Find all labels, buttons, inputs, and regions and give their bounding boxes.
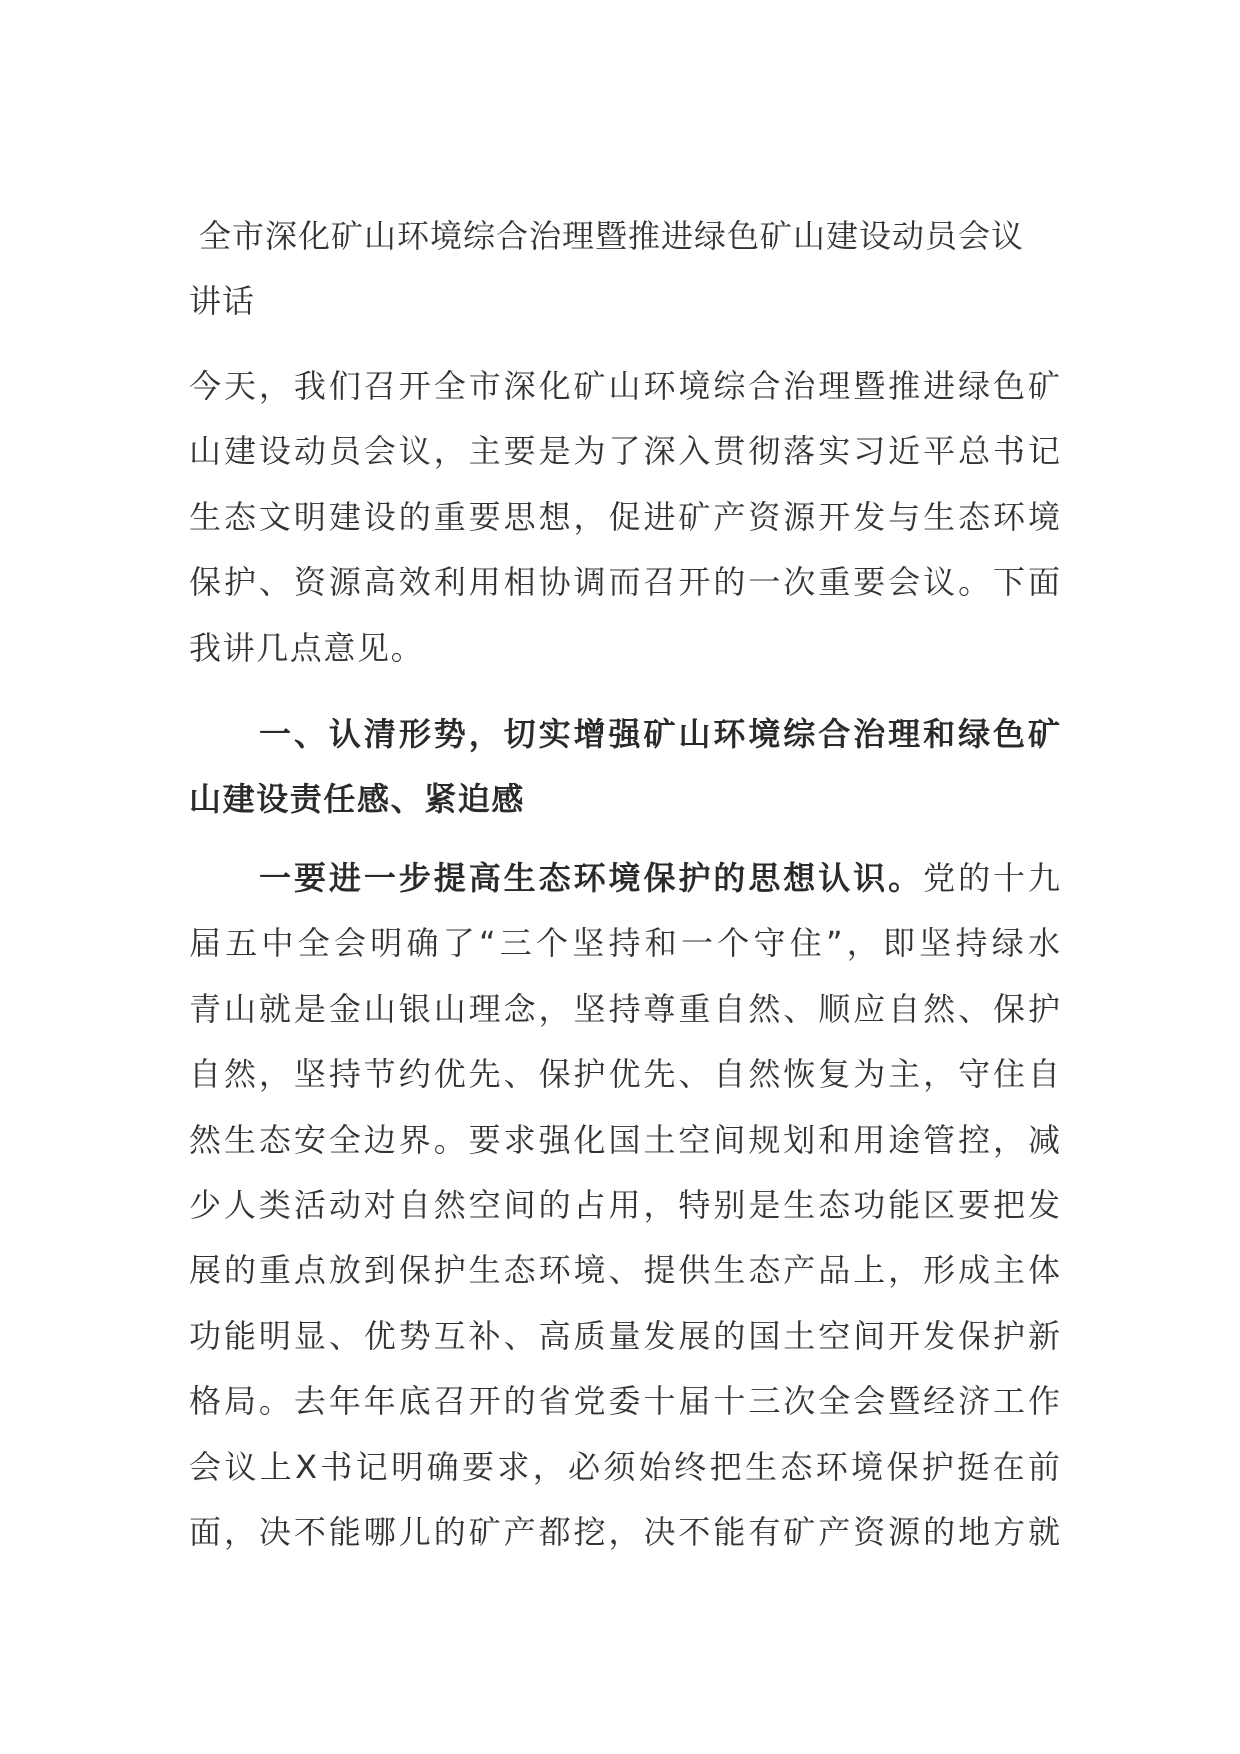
text-line: 青山就是金山银山理念，坚持尊重自然、顺应自然、保护: [189, 989, 1060, 1028]
text-line: 功能明显、优势互补、高质量发展的国土空间开发保护新: [189, 1316, 1060, 1355]
text-line: 少人类活动对自然空间的占用，特别是生态功能区要把发: [189, 1185, 1060, 1224]
text-line: 然生态安全边界。要求强化国土空间规划和用途管控，减: [189, 1120, 1060, 1159]
text-line: 我讲几点意见。: [189, 628, 425, 667]
text-line: 保护、资源高效利用相协调而召开的一次重要会议。下面: [189, 563, 1060, 602]
text-line: 格局。去年年底召开的省党委十届十三次全会暨经济工作: [189, 1382, 1060, 1421]
lead-sentence: 一要进一步提高生态环境保护的思想认识。: [259, 859, 924, 897]
text-line: 生态文明建设的重要思想，促进矿产资源开发与生态环境: [189, 497, 1060, 536]
section-heading: [189, 702, 1060, 833]
title-line: 全市深化矿山环境综合治理暨推进绿色矿山建设动员会议: [199, 217, 1025, 255]
lead-rest: 党的十九: [923, 859, 1060, 897]
document-title: [189, 204, 1060, 335]
text-line: 今天，我们召开全市深化矿山环境综合治理暨推进绿色矿: [189, 367, 1060, 405]
text-line: 山建设动员会议，主要是为了深入贯彻落实习近平总书记: [189, 432, 1060, 471]
body-paragraph: [189, 846, 1060, 1565]
heading-line: 山建设责任感、紧迫感: [189, 780, 526, 819]
title-line: 讲话: [189, 282, 256, 321]
text-line: [189, 846, 1060, 911]
text-line: 届五中全会明确了“三个坚持和一个守住”，即坚持绿水: [189, 924, 1060, 963]
text-line: 会议上X书记明确要求，必须始终把生态环境保护挺在前: [189, 1447, 1060, 1486]
text-line: 面，决不能哪儿的矿产都挖，决不能有矿产资源的地方就: [189, 1512, 1060, 1551]
heading-line: 一、认清形势，切实增强矿山环境综合治理和绿色矿: [259, 715, 1060, 753]
text-line: 展的重点放到保护生态环境、提供生态产品上，形成主体: [189, 1251, 1060, 1290]
intro-paragraph: [189, 354, 1060, 681]
text-line: 自然，坚持节约优先、保护优先、自然恢复为主，守住自: [189, 1055, 1060, 1094]
